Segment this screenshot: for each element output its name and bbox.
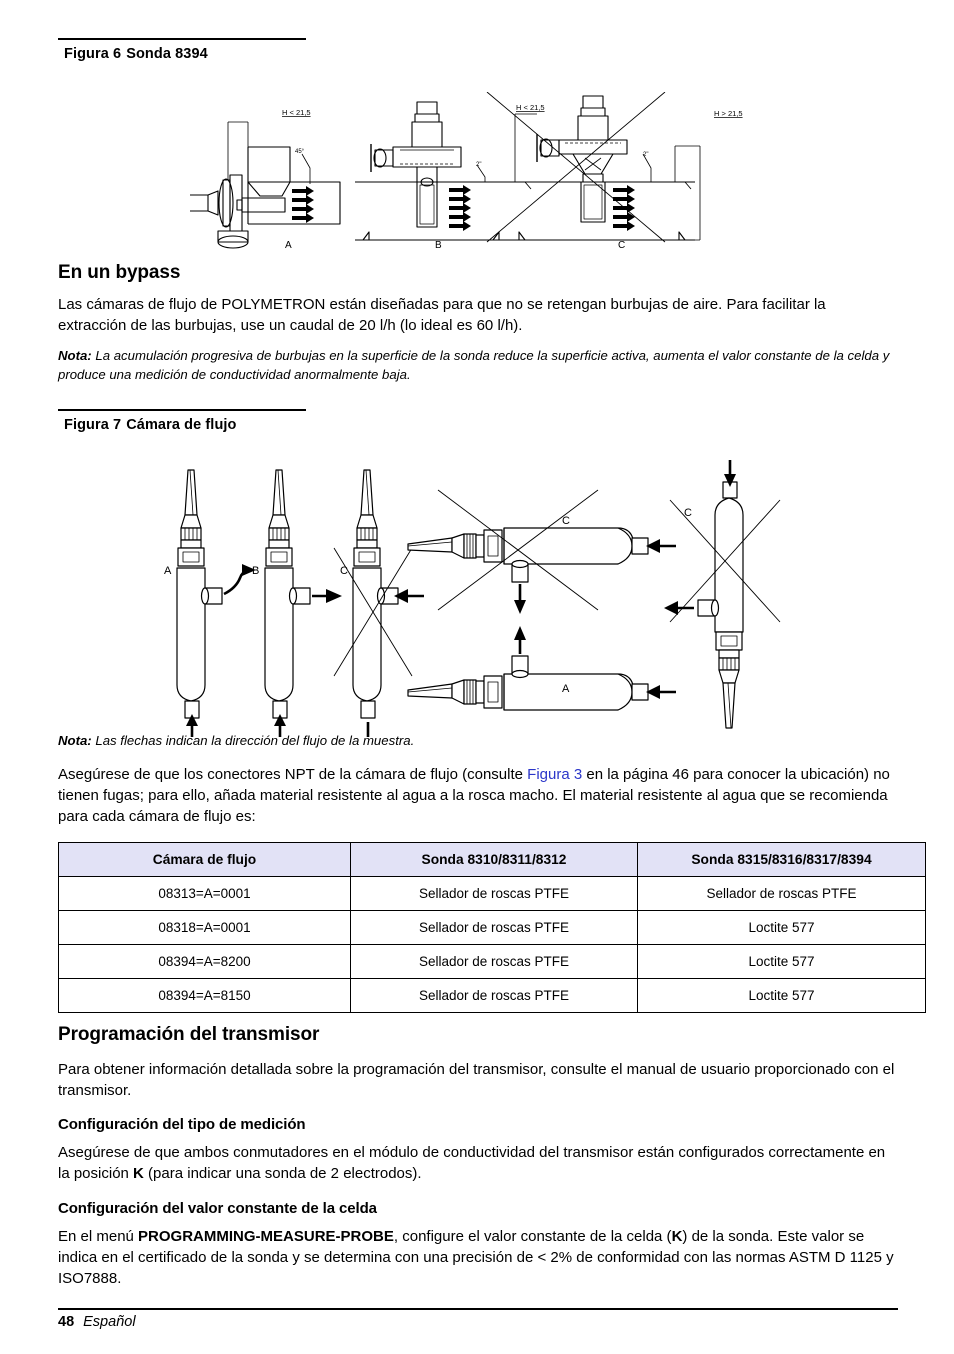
table-header-probe-2: Sonda 8315/8316/8317/8394 [638, 843, 926, 877]
figure7-chamber-a-horizontal [408, 626, 676, 710]
flow-chamber-table-container [58, 842, 926, 1013]
flow-chamber-table [58, 842, 926, 1013]
figure7-label-a-horizontal: A [562, 683, 570, 695]
table-cell-probe-2: Loctite 577 [638, 979, 926, 1013]
figure6-diagram [190, 92, 770, 254]
bypass-note-label: Nota: [58, 348, 92, 363]
figure7-chamber-c-horizontal [408, 490, 676, 614]
figure6-caption-number: Figura 6 [64, 46, 122, 62]
programming-paragraph: Para obtener información detallada sobre la programación del transmisor, consulte el manual de usuario proporcionado con el transmisor. [58, 1061, 895, 1099]
figure7-note-label: Nota: [58, 733, 92, 748]
table-cell-probe-1: Sellador de roscas PTFE [351, 911, 638, 945]
footer-rule [58, 1308, 898, 1310]
figure7-diagram [150, 452, 795, 737]
figure6-caption-title: Sonda 8394 [126, 46, 208, 62]
measurement-type-heading: Configuración del tipo de medición [58, 1116, 306, 1133]
table-cell-chamber: 08394=A=8200 [59, 945, 351, 979]
table-header-probe-1: Sonda 8310/8311/8312 [351, 843, 638, 877]
cellconstant-part1: En el menú [58, 1228, 139, 1245]
cell-constant-paragraph [58, 1226, 898, 1289]
figure7-note-block [58, 732, 898, 751]
figure6-config-b [355, 102, 537, 240]
figure7-label-a: A [164, 565, 172, 577]
footer [58, 1314, 136, 1330]
figure7-caption [64, 417, 306, 433]
table-cell-probe-1: Sellador de roscas PTFE [351, 979, 638, 1013]
table-cell-chamber: 08313=A=0001 [59, 877, 351, 911]
figure7-chamber-c [334, 470, 424, 737]
figure6-caption [64, 46, 306, 62]
cellconstant-bold-k: K [671, 1228, 683, 1245]
figure7-note-text: Las flechas indican la dirección del flujo de la muestra. [95, 733, 415, 748]
bypass-note-text: La acumulación progresiva de burbujas en la superficie de la sonda reduce la superficie activa, aumenta el valor constante de la celda y produce una medición de conductividad anormalmente baja. [58, 348, 890, 382]
svg-text:2": 2" [643, 152, 649, 158]
table-row [59, 877, 926, 911]
bypass-heading: En un bypass [58, 262, 181, 283]
figure6-label-h-b: H < 21,5 [516, 103, 545, 112]
measurement-bold-k: K [133, 1165, 144, 1182]
npt-paragraph [58, 764, 898, 827]
table-cell-probe-2: Loctite 577 [638, 911, 926, 945]
table-cell-probe-1: Sellador de roscas PTFE [351, 877, 638, 911]
cellconstant-menu-path: PROGRAMMING-MEASURE-PROBE [138, 1228, 394, 1245]
bypass-note [58, 347, 898, 384]
figure7-note [58, 732, 898, 751]
cellconstant-part3: ) de la sonda. Este valor se indica en el certificado de la sonda y se determina con una precisión de < 2% de conformidad con las normas ASTM D 1125 y ISO7888. [58, 1228, 894, 1287]
measurement-part2: (para indicar una sonda de 2 electrodos). [143, 1165, 422, 1182]
figure7-chamber-a [177, 470, 256, 737]
table-cell-probe-1: Sellador de roscas PTFE [351, 945, 638, 979]
table-row [59, 911, 926, 945]
npt-part1: Asegúrese de que los conectores NPT de la cámara de flujo (consulte [58, 766, 528, 783]
figure6-label-a: A [285, 240, 292, 251]
figure7-caption-title: Cámara de flujo [126, 417, 237, 433]
figure7-label-b: B [252, 565, 260, 577]
cell-constant-heading: Configuración del valor constante de la celda [58, 1200, 377, 1217]
figure6-config-a [190, 122, 340, 248]
figure7-label-c-vertical: C [340, 565, 348, 577]
table-cell-chamber: 08318=A=0001 [59, 911, 351, 945]
programming-section [58, 1024, 898, 1289]
figura-3-link[interactable]: Figura 3 [527, 766, 583, 783]
programming-heading: Programación del transmisor [58, 1024, 320, 1045]
figure7-label-c-inverted: C [684, 507, 692, 519]
figure6-label-h-c: H > 21,5 [714, 109, 743, 118]
figure6-label-c: C [618, 240, 626, 251]
figure6-label-h-a: H < 21,5 [282, 108, 311, 117]
footer-language: Español [83, 1314, 136, 1330]
table-header-row [59, 843, 926, 877]
npt-paragraph-block [58, 764, 898, 827]
table-cell-chamber: 08394=A=8150 [59, 979, 351, 1013]
figure6-caption-rule [58, 38, 306, 40]
figure7-label-c-horizontal: C [562, 515, 570, 527]
bypass-section [58, 262, 898, 384]
svg-text:2": 2" [476, 162, 482, 168]
table-header-chamber: Cámara de flujo [59, 843, 351, 877]
npt-part2: en la página 46 para conocer la ubicación) no tienen fugas; para ello, añada material resistente al agua a la rosca macho. El material resistente al agua que se recomienda para cada cámara de flujo es: [58, 766, 890, 825]
figure6-label-b: B [435, 240, 442, 251]
figure7-chamber-c-inverted [664, 460, 780, 728]
table-cell-probe-2: Loctite 577 [638, 945, 926, 979]
figure7-chamber-b [265, 470, 342, 737]
measurement-type-paragraph [58, 1142, 898, 1184]
figure6-caption-block [58, 38, 306, 62]
table-row [59, 945, 926, 979]
table-row [59, 979, 926, 1013]
page-number: 48 [58, 1314, 75, 1330]
bypass-paragraph: Las cámaras de flujo de POLYMETRON están diseñadas para que no se retengan burbujas de aire. Para facilitar la extracción de las burbujas, use un caudal de 20 l/h (lo ideal es 60 l/h). [58, 296, 826, 334]
figure6-config-c [485, 92, 700, 242]
figure7-caption-number: Figura 7 [64, 417, 122, 433]
svg-text:45°: 45° [295, 149, 305, 155]
figure7-caption-rule [58, 409, 306, 411]
cellconstant-part2: , configure el valor constante de la celda ( [393, 1228, 672, 1245]
figure7-caption-block [58, 409, 306, 433]
measurement-part1: Asegúrese de que ambos conmutadores en el módulo de conductividad del transmisor están configurados correctamente en la posición [58, 1144, 886, 1182]
table-cell-probe-2: Sellador de roscas PTFE [638, 877, 926, 911]
